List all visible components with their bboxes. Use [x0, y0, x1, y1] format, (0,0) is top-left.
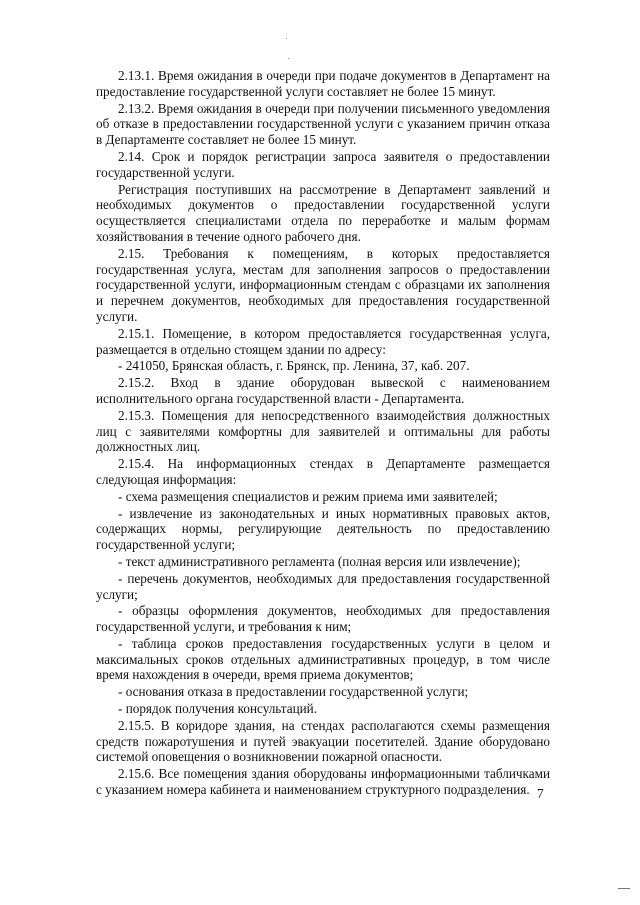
- page-number: 7: [537, 786, 544, 801]
- list-item: - порядок получения консультаций.: [118, 701, 318, 717]
- list-item: - таблица сроков предоставления государственных услуги в целом и максимальных сроков отдельных административных процедур, в том числе время нахождения в очереди, время приема документов;: [96, 635, 550, 683]
- paragraph-2-15: 2.15. Требования к помещениям, в которых предоставляется государственная услуга, местам для заполнения запросов о предоставлении государственной услуги, информационным стендам с образцами их заполнения и перечнем документов, необходимых для предоставления государственной услуги.: [96, 245, 550, 324]
- document-body: [96, 68, 550, 799]
- paragraph-2-15-2: 2.15.2. Вход в здание оборудован вывеской с наименованием исполнительного органа государственной власти - Департамента.: [96, 375, 550, 406]
- list-item: - извлечение из законодательных и иных нормативных правовых актов, содержащих нормы, регулирующие деятельность по предоставлению государственной услуги;: [96, 505, 550, 553]
- list-item: - основания отказа в предоставлении государственной услуги;: [118, 684, 469, 700]
- list-item: - схема размещения специалистов и режим приема ими заявителей;: [118, 488, 498, 504]
- paragraph-registration: Регистрация поступивших на рассмотрение в Департамент заявлений и необходимых документов о предоставлении государственной услуги осуществляется специалистами отдела по переработке и малым формам хозяйствования в течение одного рабочего дня.: [96, 181, 550, 244]
- scan-edge-mark: [618, 888, 630, 889]
- paragraph-2-14: 2.14. Срок и порядок регистрации запроса заявителя о предоставлении государственной услуги.: [96, 148, 550, 180]
- paragraph-2-15-5: 2.15.5. В коридоре здания, на стендах располагаются схемы размещения средств пожаротушения и путей эвакуации посетителей. Здание оборудовано системой оповещения о возникновении пожарной опасности.: [96, 717, 550, 765]
- paragraph-2-15-4: 2.15.4. На информационных стендах в Департаменте размещается следующая информация:: [96, 456, 550, 487]
- scan-speck: [288, 58, 289, 59]
- paragraph-2-15-1: 2.15.1. Помещение, в котором предоставляется государственная услуга, размещается в отдельно стоящем здании по адресу:: [96, 325, 550, 357]
- paragraph-2-15-3: 2.15.3. Помещения для непосредственного взаимодействия должностных лиц с заявителями комфортны для заявителей и оптимальны для работы должностных лиц.: [96, 407, 550, 455]
- list-item: - текст административного регламента (полная версия или извлечение);: [118, 553, 521, 569]
- list-item: - перечень документов, необходимых для предоставления государственной услуги;: [96, 570, 550, 602]
- address-item: - 241050, Брянская область, г. Брянск, пр. Ленина, 37, каб. 207.: [118, 358, 470, 374]
- paragraph-2-15-6: 2.15.6. Все помещения здания оборудованы информационными табличками с указанием номера кабинета и наименованием структурного подразделения.: [96, 766, 550, 798]
- paragraph-2-13-2: 2.13.2. Время ожидания в очереди при получении письменного уведомления об отказе в предоставлении государственной услуги с указанием причин отказа в Департаменте составляет не более 15 минут.: [96, 100, 550, 148]
- list-item: - образцы оформления документов, необходимых для предоставления государственной услуги, и требования к ним;: [96, 603, 550, 635]
- scan-speck: [286, 38, 287, 39]
- paragraph-2-13-1: 2.13.1. Время ожидания в очереди при подаче документов в Департамент на предоставление государственной услуги составляет не более 15 минут.: [96, 68, 550, 99]
